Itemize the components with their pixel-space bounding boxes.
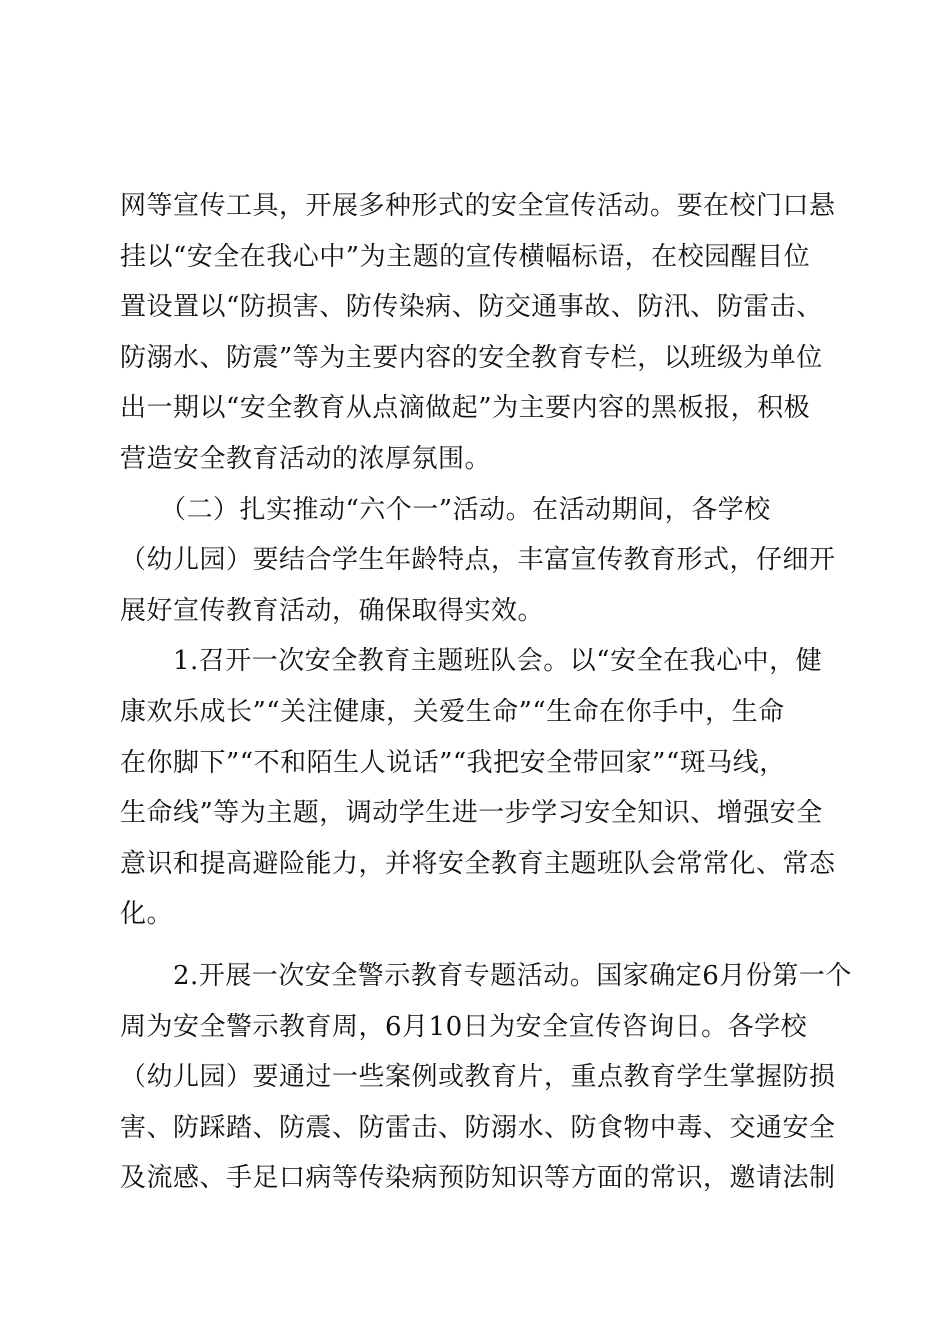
text-line: 生命线”等为主题，调动学生进一步学习安全知识、增强安全 [120, 798, 823, 829]
text-line: 在你脚下”“不和陌生人说话”“我把安全带回家”“斑马线， [120, 747, 786, 778]
text-line: 周为安全警示教育周，6月10日为安全宣传咨询日。各学校 [120, 1011, 808, 1042]
text-line: 网等宣传工具，开展多种形式的安全宣传活动。要在校门口悬 [120, 191, 836, 221]
item-heading-line: 2.开展一次安全警示教育专题活动。国家确定6月份第一个 [120, 960, 852, 991]
text-line: 防溺水、防震”等为主要内容的安全教育专栏，以班级为单位 [120, 342, 823, 373]
text-line: 置设置以“防损害、防传染病、防交通事故、防汛、防雷击、 [120, 292, 823, 323]
section-heading-line: （二）扎实推动“六个一”活动。在活动期间，各学校 [120, 494, 771, 525]
text-line: （幼儿园）要结合学生年龄特点，丰富宣传教育形式，仔细开 [120, 545, 836, 576]
text-line: 营造安全教育活动的浓厚氛围。 [120, 443, 492, 474]
paragraph-gap [120, 940, 832, 951]
text-line: 意识和提高避险能力，并将安全教育主题班队会常常化、常态 [120, 848, 836, 879]
text-line: 展好宣传教育活动，确保取得实效。 [120, 595, 545, 626]
text-line: 化。 [120, 899, 174, 930]
item-heading-line: 1.召开一次安全教育主题班队会。以“安全在我心中，健 [120, 646, 823, 677]
text-line: 挂以“安全在我心中”为主题的宣传横幅标语，在校园醒目位 [120, 241, 811, 272]
text-line: 康欢乐成长”“关注健康，关爱生命”“生命在你手中，生命 [120, 696, 785, 727]
document-body [120, 181, 852, 1204]
text-line: （幼儿园）要通过一些案例或教育片，重点教育学生掌握防损 [120, 1062, 836, 1093]
text-line: 及流感、手足口病等传染病预防知识等方面的常识，邀请法制 [120, 1163, 836, 1194]
text-line: 出一期以“安全教育从点滴做起”为主要内容的黑板报，积极 [120, 393, 811, 424]
text-line: 害、防踩踏、防震、防雷击、防溺水、防食物中毒、交通安全 [120, 1112, 836, 1143]
